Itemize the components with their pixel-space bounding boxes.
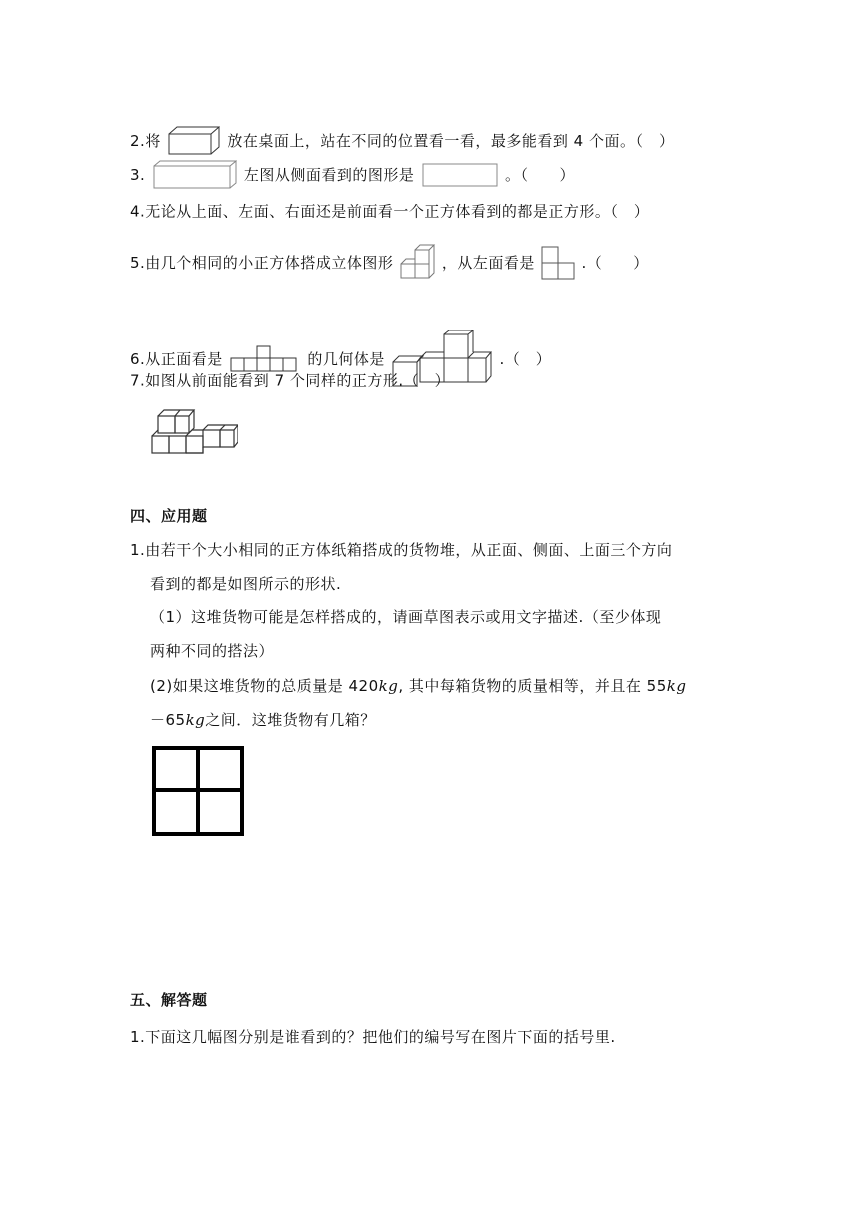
left-view-figure: [540, 245, 576, 281]
answer-question-1: 1.下面这几幅图分别是谁看到的？把他们的编号写在图片下面的括号里.: [130, 1028, 616, 1046]
q7-cube-figure: [150, 406, 238, 456]
app-part2-line2: －65kg之间．这堆货物有几箱？: [150, 711, 376, 729]
question-4: 4.无论从上面、左面、右面还是前面看一个正方体看到的都是正方形。（ ）: [130, 202, 650, 221]
small-cube-stack-figure: [399, 244, 437, 282]
question-7: 7.如图从前面能看到 7 个同样的正方形.（ ）: [130, 371, 451, 390]
cuboid-figure: [168, 126, 220, 156]
question-3: 3. 左图从侧面看到的图形是 。（ ）: [130, 160, 575, 190]
front-view-figure: [230, 345, 300, 373]
two-by-two-grid-figure: [150, 744, 246, 838]
long-cuboid-figure: [153, 160, 237, 190]
app-question-1-line1: 1.由若干个大小相同的正方体纸箱搭成的货物堆，从正面、侧面、上面三个方向: [130, 541, 673, 559]
section-4-title: 四、应用题: [130, 507, 208, 525]
app-part1-line1: （1）这堆货物可能是怎样搭成的，请画草图表示或用文字描述.（至少体现: [150, 608, 662, 626]
question-5: 5.由几个相同的小正方体搭成立体图形 ，从左面看是 .（ ）: [130, 244, 649, 282]
section-5-title: 五、解答题: [130, 991, 208, 1009]
side-view-rectangle: [422, 163, 498, 187]
question-6: 6.从正面看是 的几何体是 .（ ）: [130, 330, 551, 388]
app-question-1-line2: 看到的都是如图所示的形状.: [150, 575, 342, 593]
app-part2-line1: (2)如果这堆货物的总质量是 420kg, 其中每箱货物的质量相等，并且在 55kg: [150, 677, 687, 695]
app-part1-line2: 两种不同的搭法）: [150, 642, 275, 660]
question-2: 2.将 放在桌面上，站在不同的位置看一看，最多能看到 4 个面。（ ）: [130, 126, 674, 156]
